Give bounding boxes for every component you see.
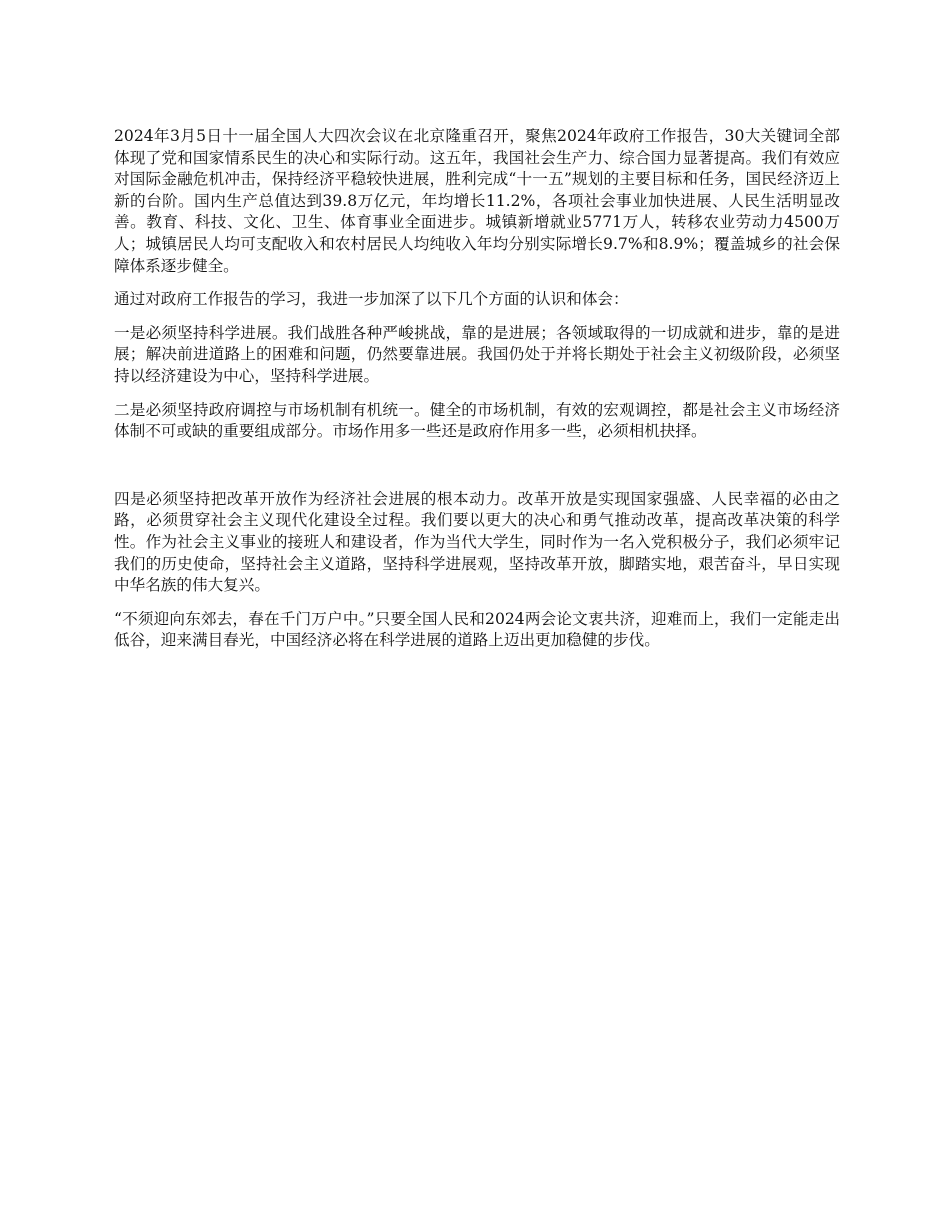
paragraph-point-four: 四是必须坚持把改革开放作为经济社会进展的根本动力。改革开放是实现国家强盛、人民幸福的必由之路，必须贯穿社会主义现代化建设全过程。我们要以更大的决心和勇气推动改革，提高改革决策的科学性。作为社会主义事业的接班人和建设者，作为当代大学生，同时作为一名入党积极分子，我们必须牢记我们的历史使命，坚持社会主义道路，坚持科学进展观，坚持改革开放，脚踏实地，艰苦奋斗，早日实现中华名族的伟大复兴。 (114, 489, 840, 595)
blank-gap (114, 455, 840, 489)
paragraph-study-reflection: 通过对政府工作报告的学习，我进一步加深了以下几个方面的认识和体会： (114, 290, 629, 309)
paragraph-point-one: 一是必须坚持科学进展。我们战胜各种严峻挑战，靠的是进展；各领域取得的一切成就和进步，靠的是进展；解决前进道路上的困难和问题，仍然要靠进展。我国仍处于并将长期处于社会主义初级阶段，必须坚持以经济建设为中心，坚持科学进展。 (114, 323, 840, 385)
paragraph-intro: 2024年3月5日十一届全国人大四次会议在北京隆重召开，聚焦2024年政府工作报告，30大关键词全部体现了党和国家情系民生的决心和实际行动。这五年，我国社会生产力、综合国力显著提高。我们有效应对国际金融危机冲击，保持经济平稳较快进展，胜利完成“十一五”规划的主要目标和任务，国民经济迈上新的台阶。国内生产总值达到39.8万亿元，年均增长11.2%，各项社会事业加快进展、人民生活明显改善。教育、科技、文化、卫生、体育事业全面进步。城镇新增就业5771万人，转移农业劳动力4500万人；城镇居民人均可支配收入和农村居民人均纯收入年均分别实际增长9.7%和8.9%；覆盖城乡的社会保障体系逐步健全。 (114, 127, 840, 275)
paragraph-point-two: 二是必须坚持政府调控与市场机制有机统一。健全的市场机制，有效的宏观调控，都是社会主义市场经济体制不可或缺的重要组成部分。市场作用多一些还是政府作用多一些，必须相机抉择。 (114, 400, 840, 441)
paragraph-conclusion: “不须迎向东郊去，春在千门万户中。”只要全国人民和2024两会论文衷共济，迎难而上，我们一定能走出低谷，迎来满目春光，中国经济必将在科学进展的道路上迈出更加稳健的步伐。 (114, 609, 840, 650)
document-body (114, 126, 840, 664)
